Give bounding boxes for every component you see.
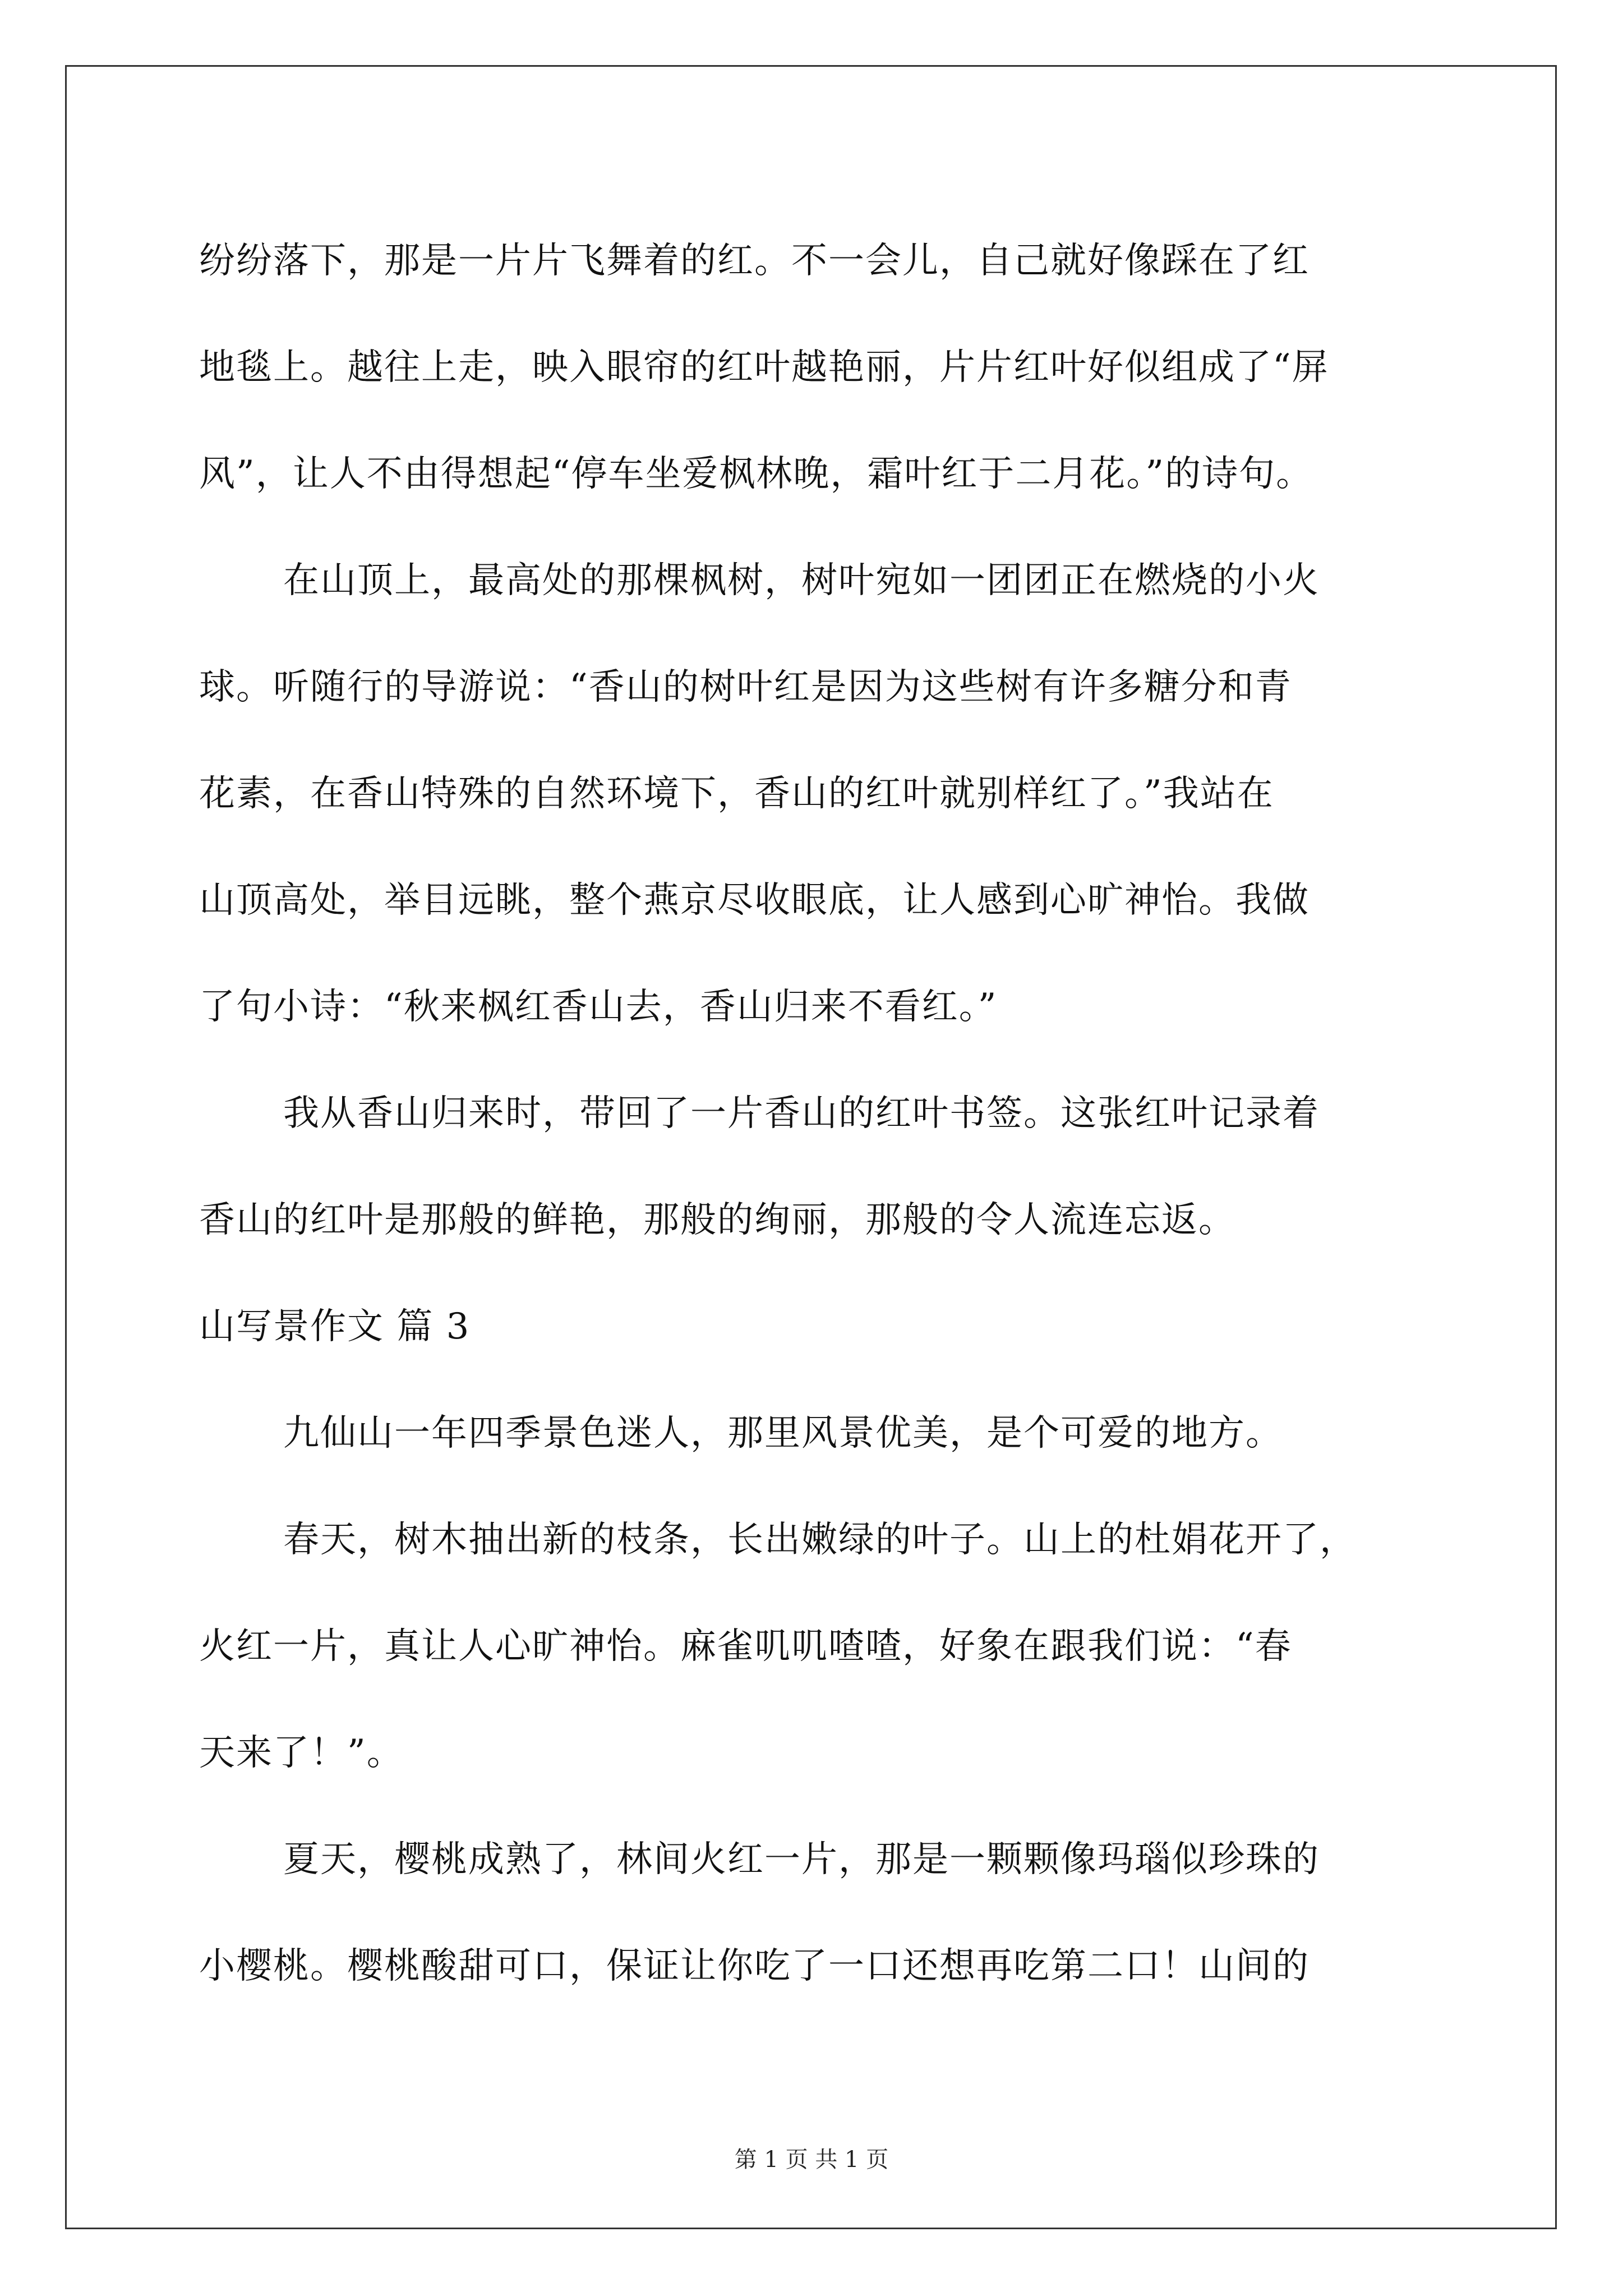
text-line: 在山顶上，最高处的那棵枫树，树叶宛如一团团正在燃烧的小火 <box>283 560 1320 601</box>
text-line: 山顶高处，举目远眺，整个燕京尽收眼底，让人感到心旷神怡。我做 <box>199 880 1310 921</box>
section-heading: 山写景作文 篇 3 <box>199 1306 471 1347</box>
text-line: 球。听随行的导游说：“香山的树叶红是因为这些树有许多糖分和青 <box>199 666 1292 708</box>
text-line: 小樱桃。樱桃酸甜可口，保证让你吃了一口还想再吃第二口！山间的 <box>199 1945 1310 1987</box>
text-line: 香山的红叶是那般的鲜艳，那般的绚丽，那般的令人流连忘返。 <box>199 1199 1235 1241</box>
text-line: 地毯上。越往上走，映入眼帘的红叶越艳丽，片片红叶好似组成了“屏 <box>199 347 1329 388</box>
text-line: 九仙山一年四季景色迷人，那里风景优美，是个可爱的地方。 <box>283 1412 1283 1454</box>
text-line: 天来了！”。 <box>199 1732 404 1774</box>
text-line: 夏天，樱桃成熟了，林间火红一片，那是一颗颗像玛瑙似珍珠的 <box>283 1839 1320 1880</box>
text-line: 火红一片，真让人心旷神怡。麻雀叽叽喳喳，好象在跟我们说：“春 <box>199 1626 1292 1667</box>
document-body <box>199 208 1430 2019</box>
text-line: 纷纷落下，那是一片片飞舞着的红。不一会儿，自己就好像踩在了红 <box>199 240 1310 282</box>
text-line: 花素，在香山特殊的自然环境下，香山的红叶就别样红了。”我站在 <box>199 773 1274 815</box>
page-number-footer: 第 1 页 共 1 页 <box>734 2147 889 2173</box>
text-line: 我从香山归来时，带回了一片香山的红叶书签。这张红叶记录着 <box>283 1093 1320 1134</box>
text-line: 风”，让人不由得想起“停车坐爱枫林晚，霜叶红于二月花。”的诗句。 <box>199 453 1313 495</box>
text-line: 春天，树木抽出新的枝条，长出嫩绿的叶子。山上的杜娟花开了， <box>283 1519 1357 1561</box>
text-line: 了句小诗：“秋来枫红香山去，香山归来不看红。” <box>199 986 998 1028</box>
